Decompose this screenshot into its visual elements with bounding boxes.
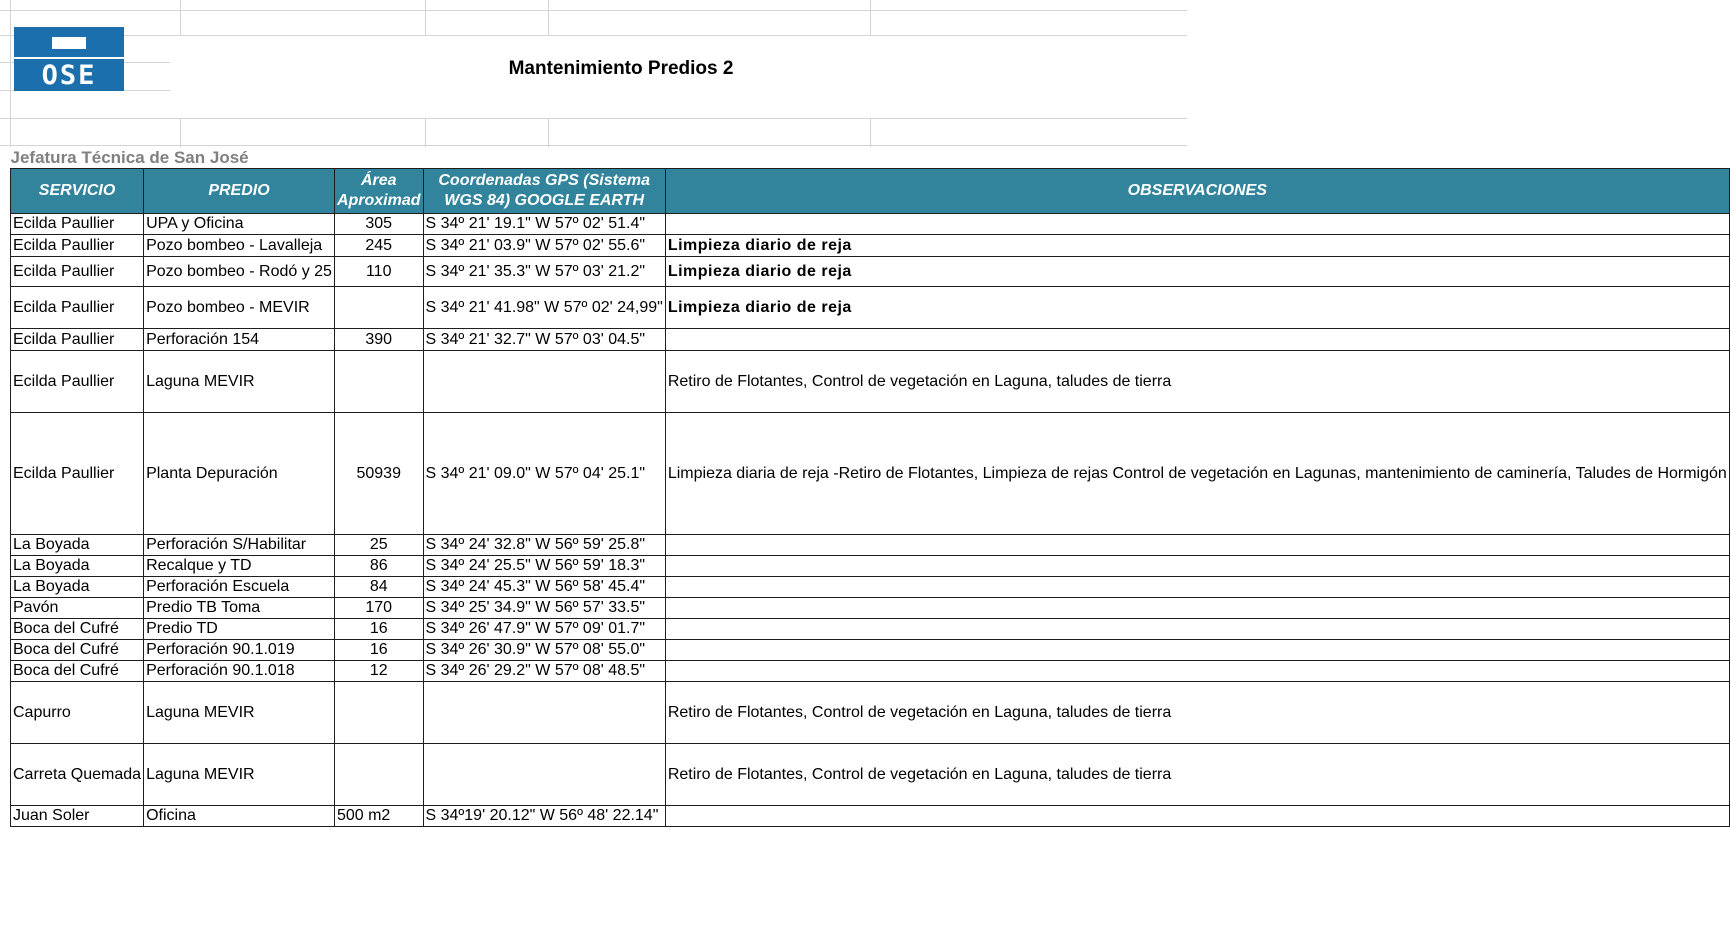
- cell-area: 25: [334, 535, 423, 556]
- cell-coords: [423, 744, 665, 806]
- cell-area: 170: [334, 598, 423, 619]
- cell-predio: Predio TB Toma: [144, 598, 335, 619]
- table-row: [11, 287, 1730, 329]
- gridline: [870, 118, 871, 147]
- cell-coords: S 34º 26' 29.2" W 57º 08' 48.5": [423, 661, 665, 682]
- header-area: Área Aproximad: [334, 169, 423, 214]
- logo-bottom-block: [14, 59, 124, 91]
- cell-coords: S 34º 21' 41.98" W 57º 02' 24,99": [423, 287, 665, 329]
- logo-top-block: [14, 27, 124, 57]
- cell-area: 84: [334, 577, 423, 598]
- cell-observaciones: Limpieza diario de reja: [665, 287, 1729, 329]
- cell-predio: Predio TD: [144, 619, 335, 640]
- cell-observaciones: Limpieza diaria de reja -Retiro de Flotantes, Limpieza de rejas Control de vegetación en Lagunas, mantenimiento de caminería, Taludes de Hormigón: [665, 413, 1729, 535]
- predios-table: [10, 147, 1730, 827]
- gridline: [0, 145, 1187, 146]
- cell-coords: S 34º 21' 19.1" W 57º 02' 51.4": [423, 214, 665, 235]
- cell-predio: Perforación S/Habilitar: [144, 535, 335, 556]
- cell-predio: UPA y Oficina: [144, 214, 335, 235]
- cell-coords: S 34º 21' 03.9" W 57º 02' 55.6": [423, 235, 665, 257]
- table-row: [11, 619, 1730, 640]
- cell-observaciones: [665, 577, 1729, 598]
- cell-servicio: La Boyada: [11, 535, 144, 556]
- page-title: Mantenimiento Predios 2: [508, 58, 734, 79]
- cell-area: [334, 682, 423, 744]
- table-row: [11, 535, 1730, 556]
- cell-area: 500 m2: [334, 806, 423, 827]
- cell-coords: S 34º 26' 30.9" W 57º 08' 55.0": [423, 640, 665, 661]
- table-row: [11, 744, 1730, 806]
- cell-observaciones: [665, 806, 1729, 827]
- cell-area: [334, 287, 423, 329]
- cell-observaciones: Retiro de Flotantes, Control de vegetación en Laguna, taludes de tierra: [665, 351, 1729, 413]
- header-coords: Coordenadas GPS (Sistema WGS 84) GOOGLE EARTH: [423, 169, 665, 214]
- cell-area: [334, 744, 423, 806]
- cell-coords: S 34º 24' 45.3" W 56º 58' 45.4": [423, 577, 665, 598]
- table-row: [11, 413, 1730, 535]
- cell-coords: S 34º19' 20.12" W 56º 48' 22.14": [423, 806, 665, 827]
- cell-coords: [423, 682, 665, 744]
- cell-area: 12: [334, 661, 423, 682]
- cell-servicio: Ecilda Paullier: [11, 214, 144, 235]
- header-predio: PREDIO: [144, 169, 335, 214]
- table-row: [11, 806, 1730, 827]
- cell-observaciones: [665, 619, 1729, 640]
- cell-servicio: Capurro: [11, 682, 144, 744]
- cell-observaciones: [665, 661, 1729, 682]
- table-row: [11, 351, 1730, 413]
- cell-servicio: Ecilda Paullier: [11, 287, 144, 329]
- cell-predio: Laguna MEVIR: [144, 682, 335, 744]
- cell-predio: Perforación Escuela: [144, 577, 335, 598]
- table-row: [11, 577, 1730, 598]
- gridline: [0, 118, 1187, 119]
- cell-predio: Pozo bombeo - Lavalleja: [144, 235, 335, 257]
- cell-servicio: Pavón: [11, 598, 144, 619]
- gridline: [180, 0, 181, 36]
- cell-observaciones: [665, 535, 1729, 556]
- table-row: [11, 556, 1730, 577]
- gridline: [10, 0, 11, 147]
- cell-predio: Pozo bombeo - MEVIR: [144, 287, 335, 329]
- cell-servicio: Ecilda Paullier: [11, 235, 144, 257]
- ose-logo: [14, 27, 124, 91]
- cell-coords: S 34º 24' 25.5" W 56º 59' 18.3": [423, 556, 665, 577]
- cell-servicio: Ecilda Paullier: [11, 329, 144, 351]
- cell-observaciones: [665, 556, 1729, 577]
- table-row: [11, 682, 1730, 744]
- cell-predio: Laguna MEVIR: [144, 351, 335, 413]
- subtitle: Jefatura Técnica de San José: [10, 148, 249, 167]
- cell-area: 50939: [334, 413, 423, 535]
- gridline: [425, 0, 426, 36]
- table-row: [11, 257, 1730, 287]
- cell-observaciones: [665, 329, 1729, 351]
- cell-servicio: Boca del Cufré: [11, 619, 144, 640]
- logo-text: OSE: [41, 59, 97, 91]
- cell-coords: S 34º 21' 35.3" W 57º 03' 21.2": [423, 257, 665, 287]
- cell-area: 16: [334, 640, 423, 661]
- cell-predio: Oficina: [144, 806, 335, 827]
- cell-servicio: La Boyada: [11, 556, 144, 577]
- cell-predio: Laguna MEVIR: [144, 744, 335, 806]
- cell-area: 245: [334, 235, 423, 257]
- cell-servicio: Ecilda Paullier: [11, 257, 144, 287]
- cell-coords: S 34º 21' 09.0" W 57º 04' 25.1": [423, 413, 665, 535]
- gridline: [0, 10, 1187, 11]
- subtitle-row: [11, 147, 1730, 169]
- cell-observaciones: Limpieza diario de reja: [665, 257, 1729, 287]
- cell-observaciones: [665, 214, 1729, 235]
- table-row: [11, 598, 1730, 619]
- header-servicio: SERVICIO: [11, 169, 144, 214]
- table-row: [11, 329, 1730, 351]
- cell-area: 110: [334, 257, 423, 287]
- gridline: [548, 0, 549, 36]
- cell-area: 305: [334, 214, 423, 235]
- cell-predio: Perforación 90.1.019: [144, 640, 335, 661]
- cell-observaciones: [665, 640, 1729, 661]
- gridline: [870, 0, 871, 36]
- cell-coords: [423, 351, 665, 413]
- table-row: [11, 235, 1730, 257]
- cell-coords: S 34º 21' 32.7" W 57º 03' 04.5": [423, 329, 665, 351]
- gridline: [425, 118, 426, 147]
- header-observaciones: OBSERVACIONES: [665, 169, 1729, 214]
- cell-servicio: Boca del Cufré: [11, 661, 144, 682]
- cell-predio: Pozo bombeo - Rodó y 25: [144, 257, 335, 287]
- table-row: [11, 214, 1730, 235]
- cell-predio: Perforación 154: [144, 329, 335, 351]
- table-row: [11, 640, 1730, 661]
- cell-area: [334, 351, 423, 413]
- table-row: [11, 661, 1730, 682]
- header-row: [11, 169, 1730, 214]
- cell-coords: S 34º 25' 34.9" W 56º 57' 33.5": [423, 598, 665, 619]
- cell-observaciones: [665, 598, 1729, 619]
- cell-predio: Recalque y TD: [144, 556, 335, 577]
- cell-predio: Planta Depuración: [144, 413, 335, 535]
- cell-coords: S 34º 24' 32.8" W 56º 59' 25.8": [423, 535, 665, 556]
- cell-coords: S 34º 26' 47.9" W 57º 09' 01.7": [423, 619, 665, 640]
- gridline: [0, 35, 1187, 36]
- gridline: [548, 118, 549, 147]
- cell-observaciones: Retiro de Flotantes, Control de vegetación en Laguna, taludes de tierra: [665, 682, 1729, 744]
- cell-servicio: Boca del Cufré: [11, 640, 144, 661]
- cell-area: 390: [334, 329, 423, 351]
- cell-servicio: Ecilda Paullier: [11, 351, 144, 413]
- cell-observaciones: Retiro de Flotantes, Control de vegetación en Laguna, taludes de tierra: [665, 744, 1729, 806]
- cell-servicio: Carreta Quemada: [11, 744, 144, 806]
- cell-area: 16: [334, 619, 423, 640]
- cell-servicio: Juan Soler: [11, 806, 144, 827]
- cell-servicio: La Boyada: [11, 577, 144, 598]
- table-body: [11, 214, 1730, 827]
- cell-servicio: Ecilda Paullier: [11, 413, 144, 535]
- cell-area: 86: [334, 556, 423, 577]
- cell-observaciones: Limpieza diario de reja: [665, 235, 1729, 257]
- cell-predio: Perforación 90.1.018: [144, 661, 335, 682]
- gridline: [180, 118, 181, 147]
